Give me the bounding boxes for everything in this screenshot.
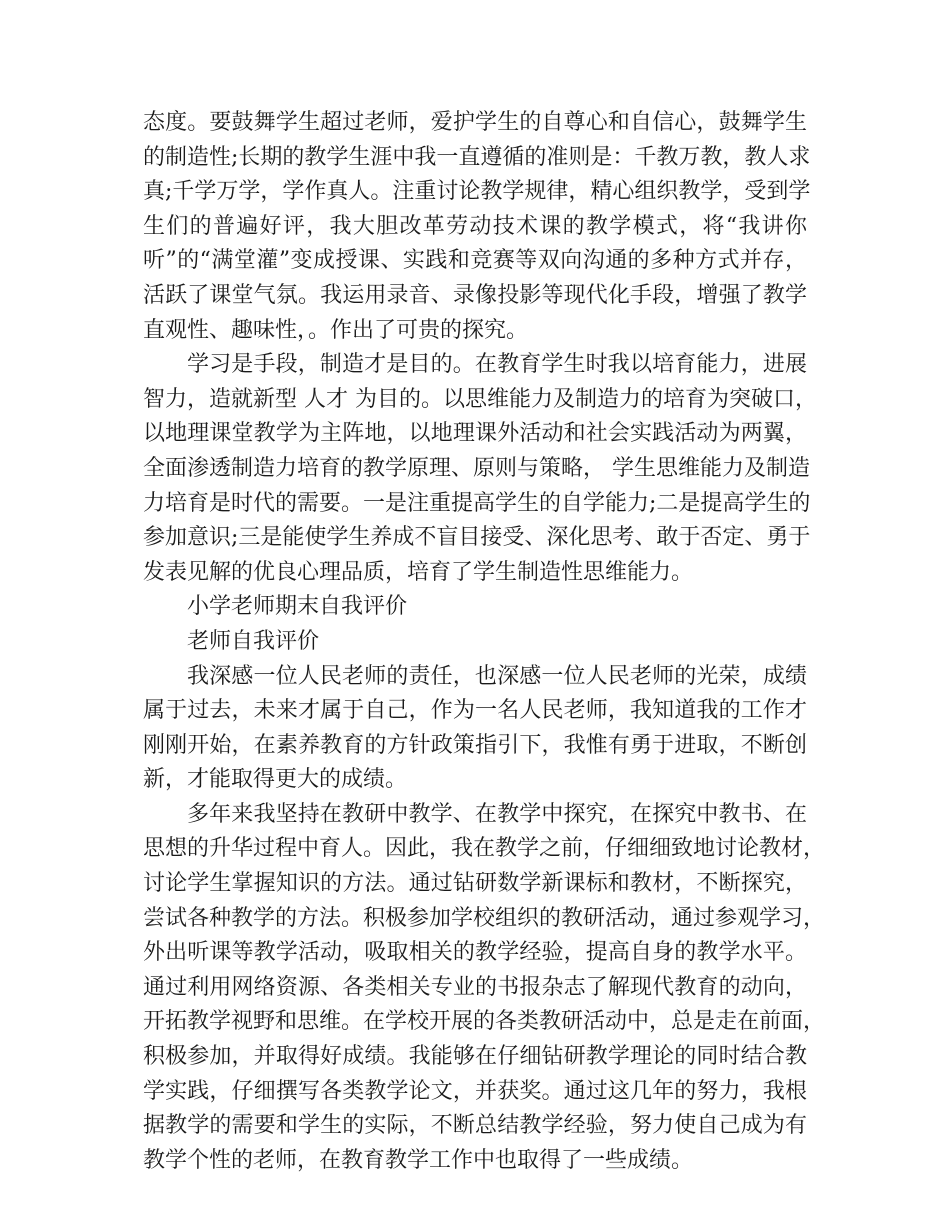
text-line: 发表见解的优良心理品质，培育了学生制造性思维能力。 [143, 559, 694, 585]
text-line: 教学个性的老师，在教育教学工作中也取得了一些成绩。 [143, 1147, 694, 1173]
text-line: 生们的普遍好评，我大胆改革劳动技术课的教学模式，将“我讲你 [143, 213, 807, 239]
text-line: 积极参加，并取得好成绩。我能够在仔细钻研教学理论的同时结合教 [143, 1044, 807, 1070]
text-line: 我深感一位人民老师的责任，也深感一位人民老师的光荣，成绩 [187, 663, 807, 689]
text-line: 刚刚开始，在素养教育的方针政策指引下，我惟有勇于进取，不断创 [143, 732, 807, 758]
text-line: 全面渗透制造力培育的教学原理、原则与策略， 学生思维能力及制造 [143, 455, 810, 481]
text-line: 直观性、趣味性，。作出了可贵的探究。 [143, 317, 529, 343]
text-line: 态度。要鼓舞学生超过老师，爱护学生的自尊心和自信心，鼓舞学生 [143, 110, 807, 135]
text-line: 真;千学万学，学作真人。注重讨论教学规律，精心组织教学，受到学 [143, 179, 811, 205]
text-line: 通过利用网络资源、各类相关专业的书报杂志了解现代教育的动向， [143, 974, 807, 1000]
text-line: 学实践，仔细撰写各类教学论文，并获奖。通过这几年的努力，我根 [143, 1078, 807, 1104]
text-line: 以地理课堂教学为主阵地，以地理课外活动和社会实践活动为两翼， [143, 421, 807, 447]
text-line: 的制造性;长期的教学生涯中我一直遵循的准则是：千教万教，教人求 [143, 144, 811, 170]
text-line: 外出听课等教学活动，吸取相关的教学经验，提高自身的教学水平。 [143, 940, 807, 966]
text-line: 力培育是时代的需要。一是注重提高学生的自学能力;二是提高学生的 [143, 490, 811, 516]
text-line: 智力，造就新型 人才 为目的。以思维能力及制造力的培育为突破口， [143, 386, 817, 412]
text-line: 思想的升华过程中育人。因此，我在教学之前，仔细细致地讨论教材， [143, 836, 826, 862]
text-line: 属于过去，未来才属于自己，作为一名人民老师，我知道我的工作才 [143, 698, 807, 724]
text-line: 开拓教学视野和思维。在学校开展的各类教研活动中，总是走在前面， [143, 1009, 826, 1035]
text-line: 学习是手段，制造才是目的。在教育学生时我以培育能力，进展 [187, 352, 807, 378]
text-line: 尝试各种教学的方法。积极参加学校组织的教研活动，通过参观学习， [143, 905, 826, 931]
text-line: 多年来我坚持在教研中教学、在教学中探究，在探究中教书、在 [187, 801, 807, 827]
document-body [143, 106, 826, 1178]
section-subheading: 老师自我评价 [187, 628, 320, 654]
text-line: 据教学的需要和学生的实际，不断总结教学经验，努力使自己成为有 [143, 1113, 807, 1139]
text-line: 参加意识;三是能使学生养成不盲目接受、深化思考、敢于否定、勇于 [143, 525, 811, 551]
text-line: 听”的“满堂灌”变成授课、实践和竞赛等双向沟通的多种方式并存， [143, 248, 807, 274]
section-heading: 小学老师期末自我评价 [187, 594, 408, 620]
text-line: 活跃了课堂气氛。我运用录音、录像投影等现代化手段，增强了教学 [143, 282, 807, 308]
text-line: 讨论学生掌握知识的方法。通过钻研数学新课标和教材，不断探究， [143, 871, 807, 897]
text-line: 新，才能取得更大的成绩。 [143, 767, 408, 793]
